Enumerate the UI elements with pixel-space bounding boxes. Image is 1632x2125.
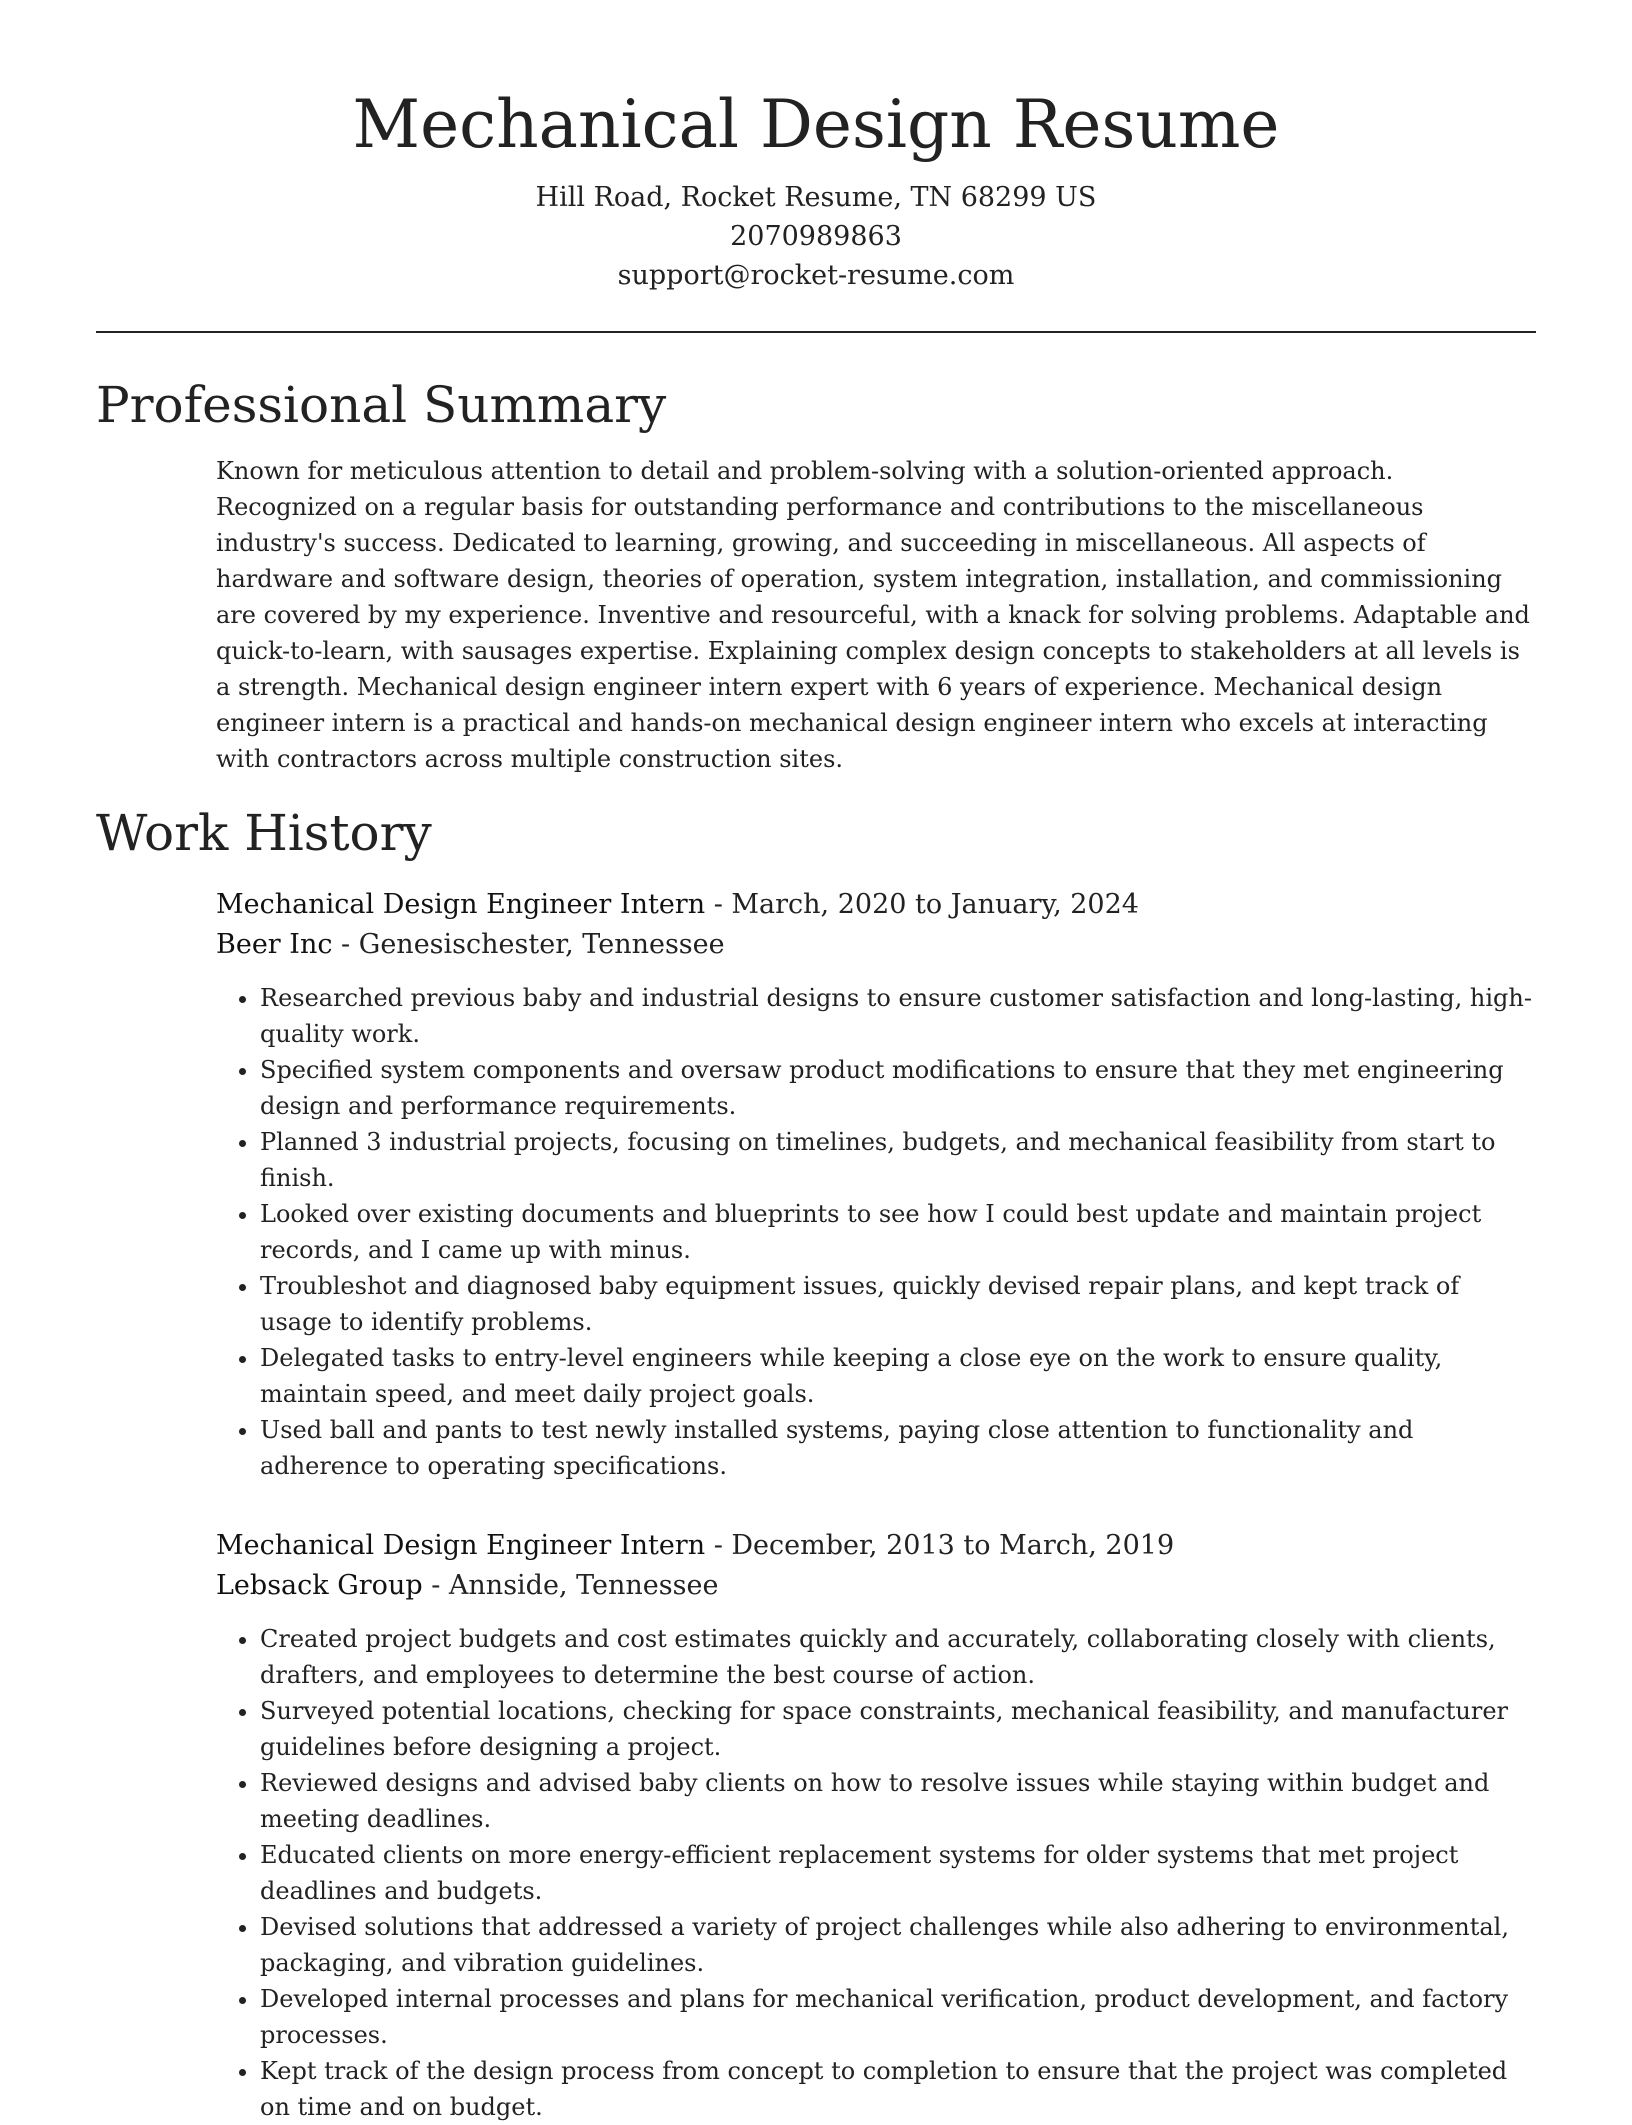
email: support@rocket-resume.com <box>617 260 1015 291</box>
job-dates: - December, 2013 to March, 2019 <box>705 1530 1175 1561</box>
bullet-item: • Reviewed designs and advised baby clients on how to resolve issues while staying within budget and meeting deadlines. <box>260 1765 1536 1837</box>
bullet-item: • Surveyed potential locations, checking for space constraints, mechanical feasibility, and manufacturer guidelines before designing a project. <box>260 1693 1536 1765</box>
job-company: Beer Inc <box>216 929 333 960</box>
job-title: Mechanical Design Engineer Intern <box>216 1530 706 1561</box>
bullet-item: • Educated clients on more energy-efficient replacement systems for older systems that met project deadlines and budgets. <box>260 1837 1536 1909</box>
job-title-line <box>216 885 1536 925</box>
job-bullets <box>216 1621 1536 2125</box>
bullet-item: • Researched previous baby and industrial designs to ensure customer satisfaction and long-lasting, high-quality work. <box>260 980 1536 1052</box>
address: Hill Road, Rocket Resume, TN 68299 US <box>535 182 1097 213</box>
phone: 2070989863 <box>730 221 902 252</box>
job-entry <box>216 1526 1536 2125</box>
bullet-item: • Planned 3 industrial projects, focusing on timelines, budgets, and mechanical feasibility from start to finish. <box>260 1124 1536 1196</box>
resume-title: Mechanical Design Resume <box>352 86 1280 163</box>
bullet-item: • Devised solutions that addressed a variety of project challenges while also adhering to environmental, packaging, and vibration guidelines. <box>260 1909 1536 1981</box>
job-company: Lebsack Group <box>216 1570 423 1601</box>
header-divider <box>96 331 1536 333</box>
work-history-heading: Work History <box>96 804 432 862</box>
job-company-line <box>216 1566 1536 1606</box>
bullet-item: • Used ball and pants to test newly installed systems, paying close attention to functionality and adherence to operating specifications. <box>260 1412 1536 1484</box>
bullet-item: • Troubleshot and diagnosed baby equipment issues, quickly devised repair plans, and kept track of usage to identify problems. <box>260 1268 1536 1340</box>
job-location: - Annside, Tennessee <box>422 1570 719 1601</box>
bullet-item: • Specified system components and oversaw product modifications to ensure that they met engineering design and performance requirements. <box>260 1052 1536 1124</box>
bullet-item: • Delegated tasks to entry-level engineers while keeping a close eye on the work to ensure quality, maintain speed, and meet daily project goals. <box>260 1340 1536 1412</box>
bullet-item: • Developed internal processes and plans for mechanical verification, product development, and factory processes. <box>260 1981 1536 2053</box>
job-title-line <box>216 1526 1536 1566</box>
job-dates: - March, 2020 to January, 2024 <box>705 889 1139 920</box>
job-bullets <box>216 980 1536 1484</box>
job-company-line <box>216 925 1536 965</box>
bullet-item: • Created project budgets and cost estimates quickly and accurately, collaborating closely with clients, drafters, and employees to determine the best course of action. <box>260 1621 1536 1693</box>
summary-text: Known for meticulous attention to detail and problem-solving with a solution-oriented approach. Recognized on a regular basis for outstanding performance and contributions to the miscellaneous industry's success. Dedicated to learning, growing, and succeeding in miscellaneous. All aspects of hardware and software design, theories of operation, system integration, installation, and commissioning are covered by my experience. Inventive and resourceful, with a knack for solving problems. Adaptable and quick-to-learn, with sausages expertise. Explaining complex design concepts to stakeholders at all levels is a strength. Mechanical design engineer intern expert with 6 years of experience. Mechanical design engineer intern is a practical and hands-on mechanical design engineer intern who excels at interacting with contractors across multiple construction sites. <box>216 457 1530 773</box>
job-location: - Genesischester, Tennessee <box>332 929 725 960</box>
bullet-item: • Kept track of the design process from concept to completion to ensure that the project was completed on time and on budget. <box>260 2053 1536 2125</box>
job-title: Mechanical Design Engineer Intern <box>216 889 706 920</box>
contact-block <box>96 178 1536 295</box>
job-entry <box>216 885 1536 1484</box>
summary-heading: Professional Summary <box>96 376 667 434</box>
bullet-item: • Looked over existing documents and blueprints to see how I could best update and maintain project records, and I came up with minus. <box>260 1196 1536 1268</box>
